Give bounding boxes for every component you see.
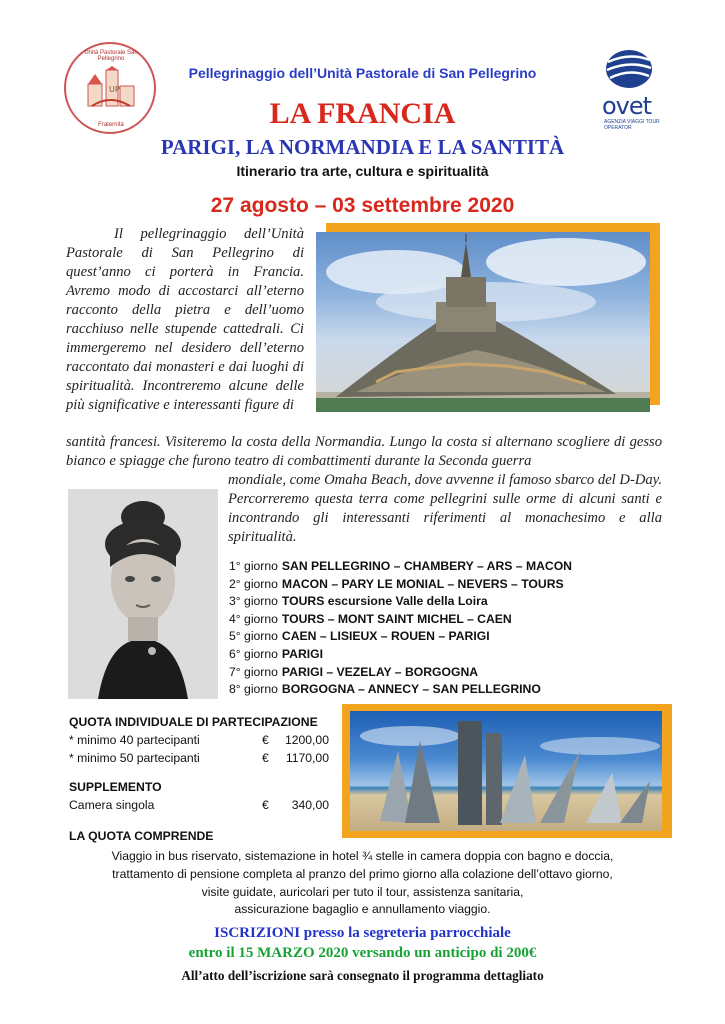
svg-text:UP: UP bbox=[109, 85, 120, 94]
mont-saint-michel-photo bbox=[316, 232, 650, 412]
quota-heading: QUOTA INDIVIDUALE DI PARTECIPAZIONE bbox=[69, 715, 318, 729]
itinerary-route: TOURS – MONT SAINT MICHEL – CAEN bbox=[281, 611, 512, 626]
registration-line: ISCRIZIONI presso la segreteria parrocchiale bbox=[214, 925, 511, 941]
includes-text bbox=[0, 848, 725, 919]
itinerary-day bbox=[229, 558, 669, 576]
itinerary-day-label: 8° giorno bbox=[229, 682, 278, 697]
price-currency: € bbox=[262, 733, 269, 747]
trip-dates: 27 agosto – 03 settembre 2020 bbox=[210, 194, 515, 217]
supplement-row bbox=[69, 798, 339, 812]
itinerary-day bbox=[229, 681, 669, 699]
itinerary-day-label: 1° giorno bbox=[229, 559, 278, 573]
intro-text-2: santità francesi. Visiteremo la costa della Normandia. Lungo la costa si alternano scogliere di gesso bianco e spiagge che furono teatro di combattimenti durante la Seconda guerra bbox=[66, 434, 662, 469]
itinerary-day bbox=[229, 593, 669, 611]
parish-logo-text-top: Unità Pastorale San Pellegrino bbox=[84, 50, 138, 62]
intro-paragraph-2 bbox=[66, 433, 662, 471]
supplement-heading: SUPPLEMENTO bbox=[69, 780, 162, 794]
itinerary-day-label: 2° giorno bbox=[229, 576, 278, 591]
itinerary-day bbox=[229, 576, 669, 594]
includes-heading: LA QUOTA COMPRENDE bbox=[69, 829, 214, 843]
includes-line: trattamento di pensione completa al pranzo del primo giorno alla colazione dell’ottavo giorno, bbox=[112, 866, 613, 881]
itinerary-day-label: 3° giorno bbox=[229, 594, 278, 609]
ovet-logo-word: ovet bbox=[602, 92, 652, 120]
itinerary-list bbox=[229, 558, 669, 699]
itinerary-route: PARIGI bbox=[281, 646, 324, 661]
itinerary-day-label: 6° giorno bbox=[229, 646, 278, 661]
pilgrimage-heading: Pellegrinaggio dell’Unità Pastorale di San Pellegrino bbox=[188, 65, 537, 81]
intro-paragraph-1 bbox=[66, 225, 304, 415]
includes-line: assicurazione bagaglio e annullamento viaggio. bbox=[234, 902, 491, 917]
supplement-value: 340,00 bbox=[291, 798, 329, 812]
tagline: Itinerario tra arte, cultura e spiritualità bbox=[236, 163, 489, 179]
price-value: 1200,00 bbox=[284, 733, 329, 747]
includes-line: Viaggio in bus riservato, sistemazione in hotel ¾ stelle in camera doppia con bagno e doccia, bbox=[111, 849, 614, 863]
price-label: * minimo 50 partecipanti bbox=[69, 751, 200, 765]
itinerary-day bbox=[229, 611, 669, 629]
itinerary-route: TOURS escursione Valle della Loira bbox=[281, 594, 488, 609]
itinerary-route: BORGOGNA – ANNECY – SAN PELLEGRINO bbox=[281, 682, 541, 697]
itinerary-day-label: 7° giorno bbox=[229, 664, 278, 679]
itinerary-day bbox=[229, 646, 669, 664]
includes-line: visite guidate, auricolari per tuto il tour, assistenza sanitaria, bbox=[201, 884, 524, 899]
registration-deadline: entro il 15 MARZO 2020 versando un anticipo di 200€ bbox=[188, 945, 537, 961]
itinerary-route: MACON – PARY LE MONIAL – NEVERS – TOURS bbox=[281, 576, 564, 591]
itinerary-route: CAEN – LISIEUX – ROUEN – PARIGI bbox=[281, 629, 490, 644]
itinerary-route: PARIGI – VEZELAY – BORGOGNA bbox=[281, 664, 479, 679]
itinerary-day bbox=[229, 664, 669, 682]
supplement-label: Camera singola bbox=[69, 798, 155, 812]
supplement-currency: € bbox=[262, 798, 269, 812]
closing-note: All’atto dell’iscrizione sarà consegnato il programma dettagliato bbox=[181, 968, 544, 983]
omaha-beach-photo bbox=[350, 711, 662, 831]
page-subtitle: PARIGI, LA NORMANDIA E LA SANTITÀ bbox=[160, 135, 565, 159]
itinerary-route: SAN PELLEGRINO – CHAMBERY – ARS – MACON bbox=[281, 559, 572, 573]
mont-saint-michel-illustration bbox=[316, 232, 650, 412]
price-label: * minimo 40 partecipanti bbox=[69, 733, 200, 747]
intro-paragraph-3 bbox=[228, 471, 662, 547]
page-title: LA FRANCIA bbox=[269, 97, 456, 130]
itinerary-day bbox=[229, 628, 669, 646]
price-value: 1170,00 bbox=[285, 751, 329, 765]
intro-text-3: mondiale, come Omaha Beach, dove avvenne il famoso sbarco del D-Day. Percorreremo questa terra come pellegrini sulle orme di alcuni santi e incontrando gli interessanti riferimenti al monachesimo e alla spiritualità. bbox=[228, 472, 662, 545]
price-row bbox=[69, 733, 339, 747]
intro-text-1: Il pellegrinaggio dell’Unità Pastorale di San Pellegrino di quest’anno ci porterà in Francia. Avremo modo di accostarci all’eterno racconto della pietra e dell’uomo racchiuso nelle stupende cattedrali. Ci immergeremo nel desidero dell’eterno raccontato dai monasteri e dai luoghi di spiritualità. Incontreremo alcune delle più significative e interessanti figure di bbox=[66, 226, 304, 413]
itinerary-day-label: 4° giorno bbox=[229, 611, 278, 626]
price-currency: € bbox=[262, 751, 269, 765]
ovet-logo-sub: AGENZIA VIAGGI TOUR OPERATOR bbox=[604, 119, 660, 131]
parish-logo-text-bottom: Fraternità bbox=[98, 122, 124, 128]
itinerary-day-label: 5° giorno bbox=[229, 629, 278, 644]
omaha-beach-illustration bbox=[350, 711, 662, 831]
price-row bbox=[69, 751, 339, 765]
portrait-illustration bbox=[68, 489, 218, 699]
saint-therese-portrait bbox=[68, 489, 218, 699]
